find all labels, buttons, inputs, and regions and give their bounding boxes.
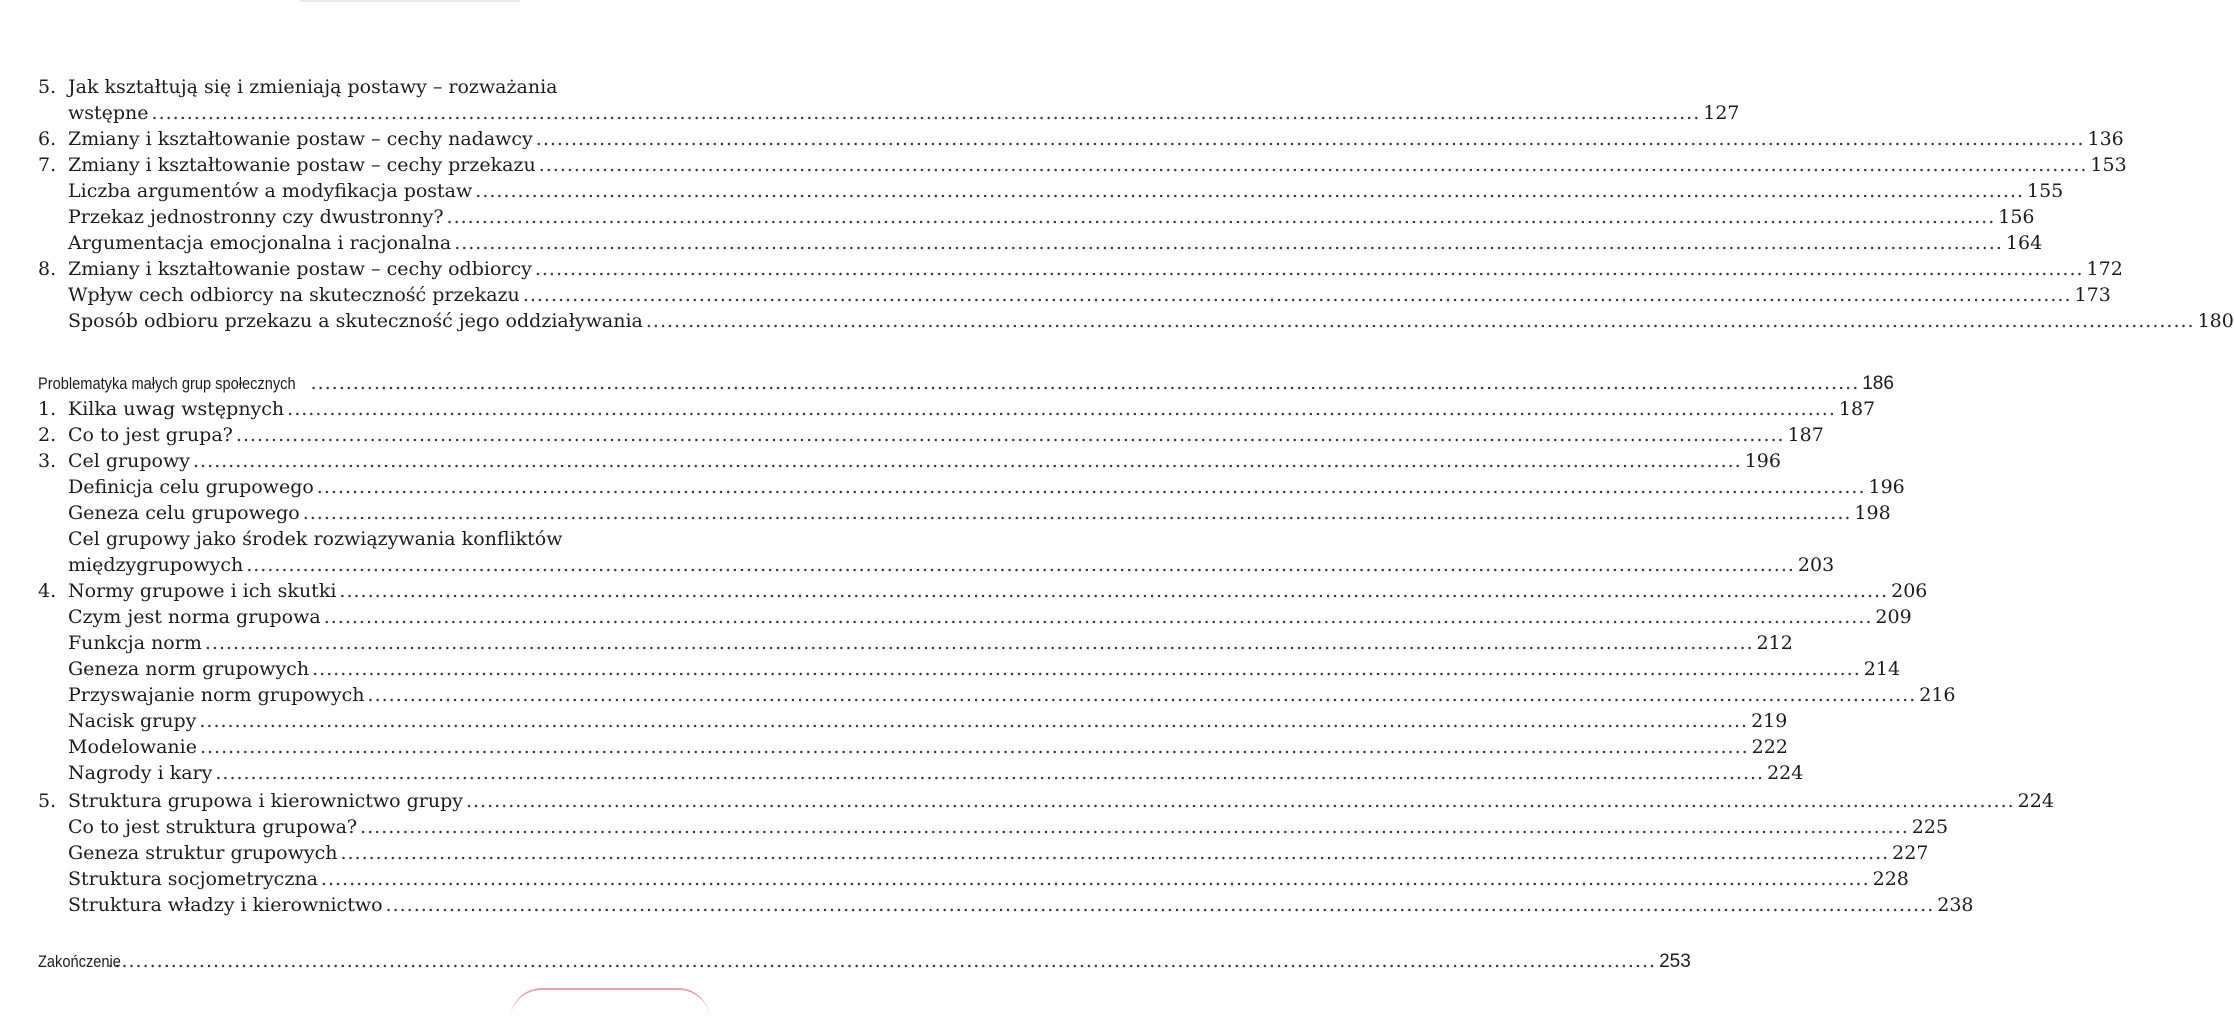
chapter-number: 6. xyxy=(38,128,57,150)
dot-leader: ............................................................................................................................................................................................................................ xyxy=(287,398,1836,420)
toc-entry xyxy=(0,552,1835,578)
page-number: 196 xyxy=(1868,476,1905,498)
toc-entry xyxy=(0,526,809,552)
entry-title: Zmiany i kształtowanie postaw – cechy odbiorcy xyxy=(68,258,532,280)
entry-title: Geneza struktur grupowych xyxy=(68,842,338,864)
dot-leader: ............................................................................................................................................................................................................................ xyxy=(454,232,2003,254)
toc-entry xyxy=(0,708,1788,734)
page-number: 228 xyxy=(1872,868,1909,890)
toc-entry xyxy=(0,734,1788,760)
entry-title: międzygrupowych xyxy=(68,554,244,576)
entry-title: Funkcja norm xyxy=(68,632,202,654)
dot-leader: ............................................................................................................................................................................................................................ xyxy=(192,450,1742,472)
dot-leader: ............................................................................................................................................................................................................................ xyxy=(320,868,1870,890)
chapter-number: 3. xyxy=(38,450,57,472)
dot-leader: ............................................................................................................................................................................................................................ xyxy=(151,102,1701,124)
entry-title: Przyswajanie norm grupowych xyxy=(68,684,365,706)
dot-leader: ............................................................................................................................................................................................................................ xyxy=(302,502,1852,524)
dot-leader: ............................................................................................................................................................................................................................ xyxy=(535,128,2085,150)
page-number: 222 xyxy=(1751,736,1788,758)
toc-entry xyxy=(0,500,1891,526)
entry-title: Czym jest norma grupowa xyxy=(68,606,321,628)
entry-title: Zmiany i kształtowanie postaw – cechy przekazu xyxy=(68,154,536,176)
dot-leader: ............................................................................................................................................................................................................................ xyxy=(323,606,1873,628)
page-number: 173 xyxy=(2074,284,2111,306)
dot-leader: ............................................................................................................................................................................................................................ xyxy=(360,816,1909,838)
page-number: 164 xyxy=(2005,232,2043,254)
dot-leader: ............................................................................................................................................................................................................................ xyxy=(199,710,1749,732)
toc-entry xyxy=(0,204,2035,230)
entry-title: Zmiany i kształtowanie postaw – cechy nadawcy xyxy=(68,128,533,150)
entry-title: Problematyka małych grup społecznych xyxy=(38,374,296,393)
dot-leader: ............................................................................................................................................................................................................................ xyxy=(199,736,1749,758)
dot-leader: ............................................................................................................................................................................................................................ xyxy=(246,554,1795,576)
dot-leader: ............................................................................................................................................................................................................................ xyxy=(339,580,1889,602)
toc-entry xyxy=(0,282,2111,308)
dot-leader: ............................................................................................................................................................................................................................ xyxy=(316,476,1866,498)
dot-leader: ............................................................................................................................................................................................................................ xyxy=(235,424,1785,446)
toc-entry xyxy=(0,578,1928,604)
toc-entry xyxy=(0,760,1804,786)
dot-leader: ............................................................................................................................................................................................................................ xyxy=(367,684,1917,706)
entry-title: Jak kształtują się i zmieniają postawy – rozważania xyxy=(68,76,558,98)
entry-title: Struktura władzy i kierownictwo xyxy=(68,894,383,916)
library-stamp xyxy=(510,988,710,1020)
dot-leader: ............................................................................................................................................................................................................................ xyxy=(522,284,2072,306)
entry-title: wstępne xyxy=(68,102,149,124)
toc-entry xyxy=(0,178,2064,204)
page-number: 198 xyxy=(1854,502,1891,524)
toc-entry xyxy=(0,230,2043,256)
toc-heading xyxy=(0,370,1894,396)
toc-entry xyxy=(0,814,1949,840)
page-number: 224 xyxy=(2017,790,2054,812)
entry-title: Kilka uwag wstępnych xyxy=(68,398,285,420)
toc-entry xyxy=(0,788,2054,814)
entry-title: Nagrody i kary xyxy=(68,762,213,784)
toc-entry xyxy=(0,840,1929,866)
page-number: 224 xyxy=(1767,762,1804,784)
page-number: 187 xyxy=(1787,424,1824,446)
page-number: 186 xyxy=(1862,373,1894,394)
dot-leader: ............................................................................................................................................................................................................................ xyxy=(645,310,2195,332)
dot-leader: ............................................................................................................................................................................................................................ xyxy=(385,894,1935,916)
page-number: 155 xyxy=(2026,180,2064,202)
entry-title: Sposób odbioru przekazu a skuteczność jego oddziaływania xyxy=(68,310,643,332)
page-number: 216 xyxy=(1919,684,1956,706)
page-number: 238 xyxy=(1937,894,1974,916)
page-number: 180 xyxy=(2197,310,2234,332)
toc-entry xyxy=(0,100,1740,126)
entry-title: Co to jest struktura grupowa? xyxy=(68,816,358,838)
dot-leader: ............................................................................................................................................................................................................................ xyxy=(465,790,2015,812)
toc-entry xyxy=(0,74,809,100)
entry-title: Wpływ cech odbiorcy na skuteczność przekazu xyxy=(68,284,520,306)
toc-entry xyxy=(0,448,1781,474)
dot-leader: ............................................................................................................................................................................................................................ xyxy=(446,206,1996,228)
chapter-number: 2. xyxy=(38,424,57,446)
entry-title: Geneza norm grupowych xyxy=(68,658,310,680)
toc-entry xyxy=(0,422,1824,448)
scan-edge-mark xyxy=(300,0,520,2)
page-number: 253 xyxy=(1659,951,1691,972)
toc-entry xyxy=(0,630,1793,656)
toc-entry xyxy=(0,866,1909,892)
dot-leader: ............................................................................................................................................................................................................................ xyxy=(312,658,1861,680)
toc-entry xyxy=(0,474,1905,500)
entry-title: Co to jest grupa? xyxy=(68,424,233,446)
page-number: 172 xyxy=(2086,258,2123,280)
entry-title: Struktura socjometryczna xyxy=(68,868,318,890)
entry-title: Cel grupowy jako środek rozwiązywania konfliktów xyxy=(68,528,563,550)
chapter-number: 8. xyxy=(38,258,57,280)
page-number: 203 xyxy=(1797,554,1835,576)
toc-entry xyxy=(0,256,2123,282)
page-number: 156 xyxy=(1998,206,2035,228)
entry-title: Przekaz jednostronny czy dwustronny? xyxy=(68,206,444,228)
entry-title: Struktura grupowa i kierownictwo grupy xyxy=(68,790,463,812)
dot-leader: ............................................................................................................................................................................................................................ xyxy=(475,180,2024,202)
chapter-number: 5. xyxy=(38,76,57,98)
dot-leader: ............................................................................................................................................................................................................................ xyxy=(204,632,1754,654)
entry-title: Zakończenie xyxy=(38,952,121,971)
entry-title: Geneza celu grupowego xyxy=(68,502,300,524)
page-number: 127 xyxy=(1703,102,1740,124)
toc-entry xyxy=(0,604,1912,630)
page-number: 206 xyxy=(1891,580,1928,602)
chapter-number: 4. xyxy=(38,580,57,602)
entry-title: Definicja celu grupowego xyxy=(68,476,314,498)
toc-entry xyxy=(0,396,1876,422)
toc-entry xyxy=(0,682,1956,708)
toc-entry xyxy=(0,656,1901,682)
chapter-number: 7. xyxy=(38,154,57,176)
page-number: 214 xyxy=(1863,658,1901,680)
dot-leader: ............................................................................................................................................................................................................................ xyxy=(310,372,1860,394)
page-number: 219 xyxy=(1751,710,1788,732)
toc-entry xyxy=(0,892,1974,918)
page-number: 196 xyxy=(1744,450,1781,472)
dot-leader: ............................................................................................................................................................................................................................ xyxy=(215,762,1765,784)
page-number: 153 xyxy=(2090,154,2127,176)
chapter-number: 5. xyxy=(38,790,57,812)
page-number: 212 xyxy=(1756,632,1793,654)
dot-leader: ............................................................................................................................................................................................................................ xyxy=(534,258,2084,280)
page-number: 187 xyxy=(1838,398,1876,420)
page-number: 227 xyxy=(1892,842,1929,864)
entry-title: Modelowanie xyxy=(68,736,197,758)
dot-leader: ............................................................................................................................................................................................................................ xyxy=(538,154,2088,176)
toc-heading xyxy=(0,948,1691,974)
chapter-number: 1. xyxy=(38,398,57,420)
page-number: 136 xyxy=(2087,128,2124,150)
entry-title: Argumentacja emocjonalna i racjonalna xyxy=(68,232,452,254)
toc-entry xyxy=(0,126,2124,152)
entry-title: Nacisk grupy xyxy=(68,710,197,732)
entry-title: Normy grupowe i ich skutki xyxy=(68,580,337,602)
entry-title: Cel grupowy xyxy=(68,450,190,472)
entry-title: Liczba argumentów a modyfikacja postaw xyxy=(68,180,473,202)
page-number: 209 xyxy=(1875,606,1912,628)
page-number: 225 xyxy=(1911,816,1949,838)
toc-entry xyxy=(0,308,2234,334)
dot-leader: ............................................................................................................................................................................................................................ xyxy=(107,950,1657,972)
toc-entry xyxy=(0,152,2127,178)
dot-leader: ............................................................................................................................................................................................................................ xyxy=(340,842,1890,864)
